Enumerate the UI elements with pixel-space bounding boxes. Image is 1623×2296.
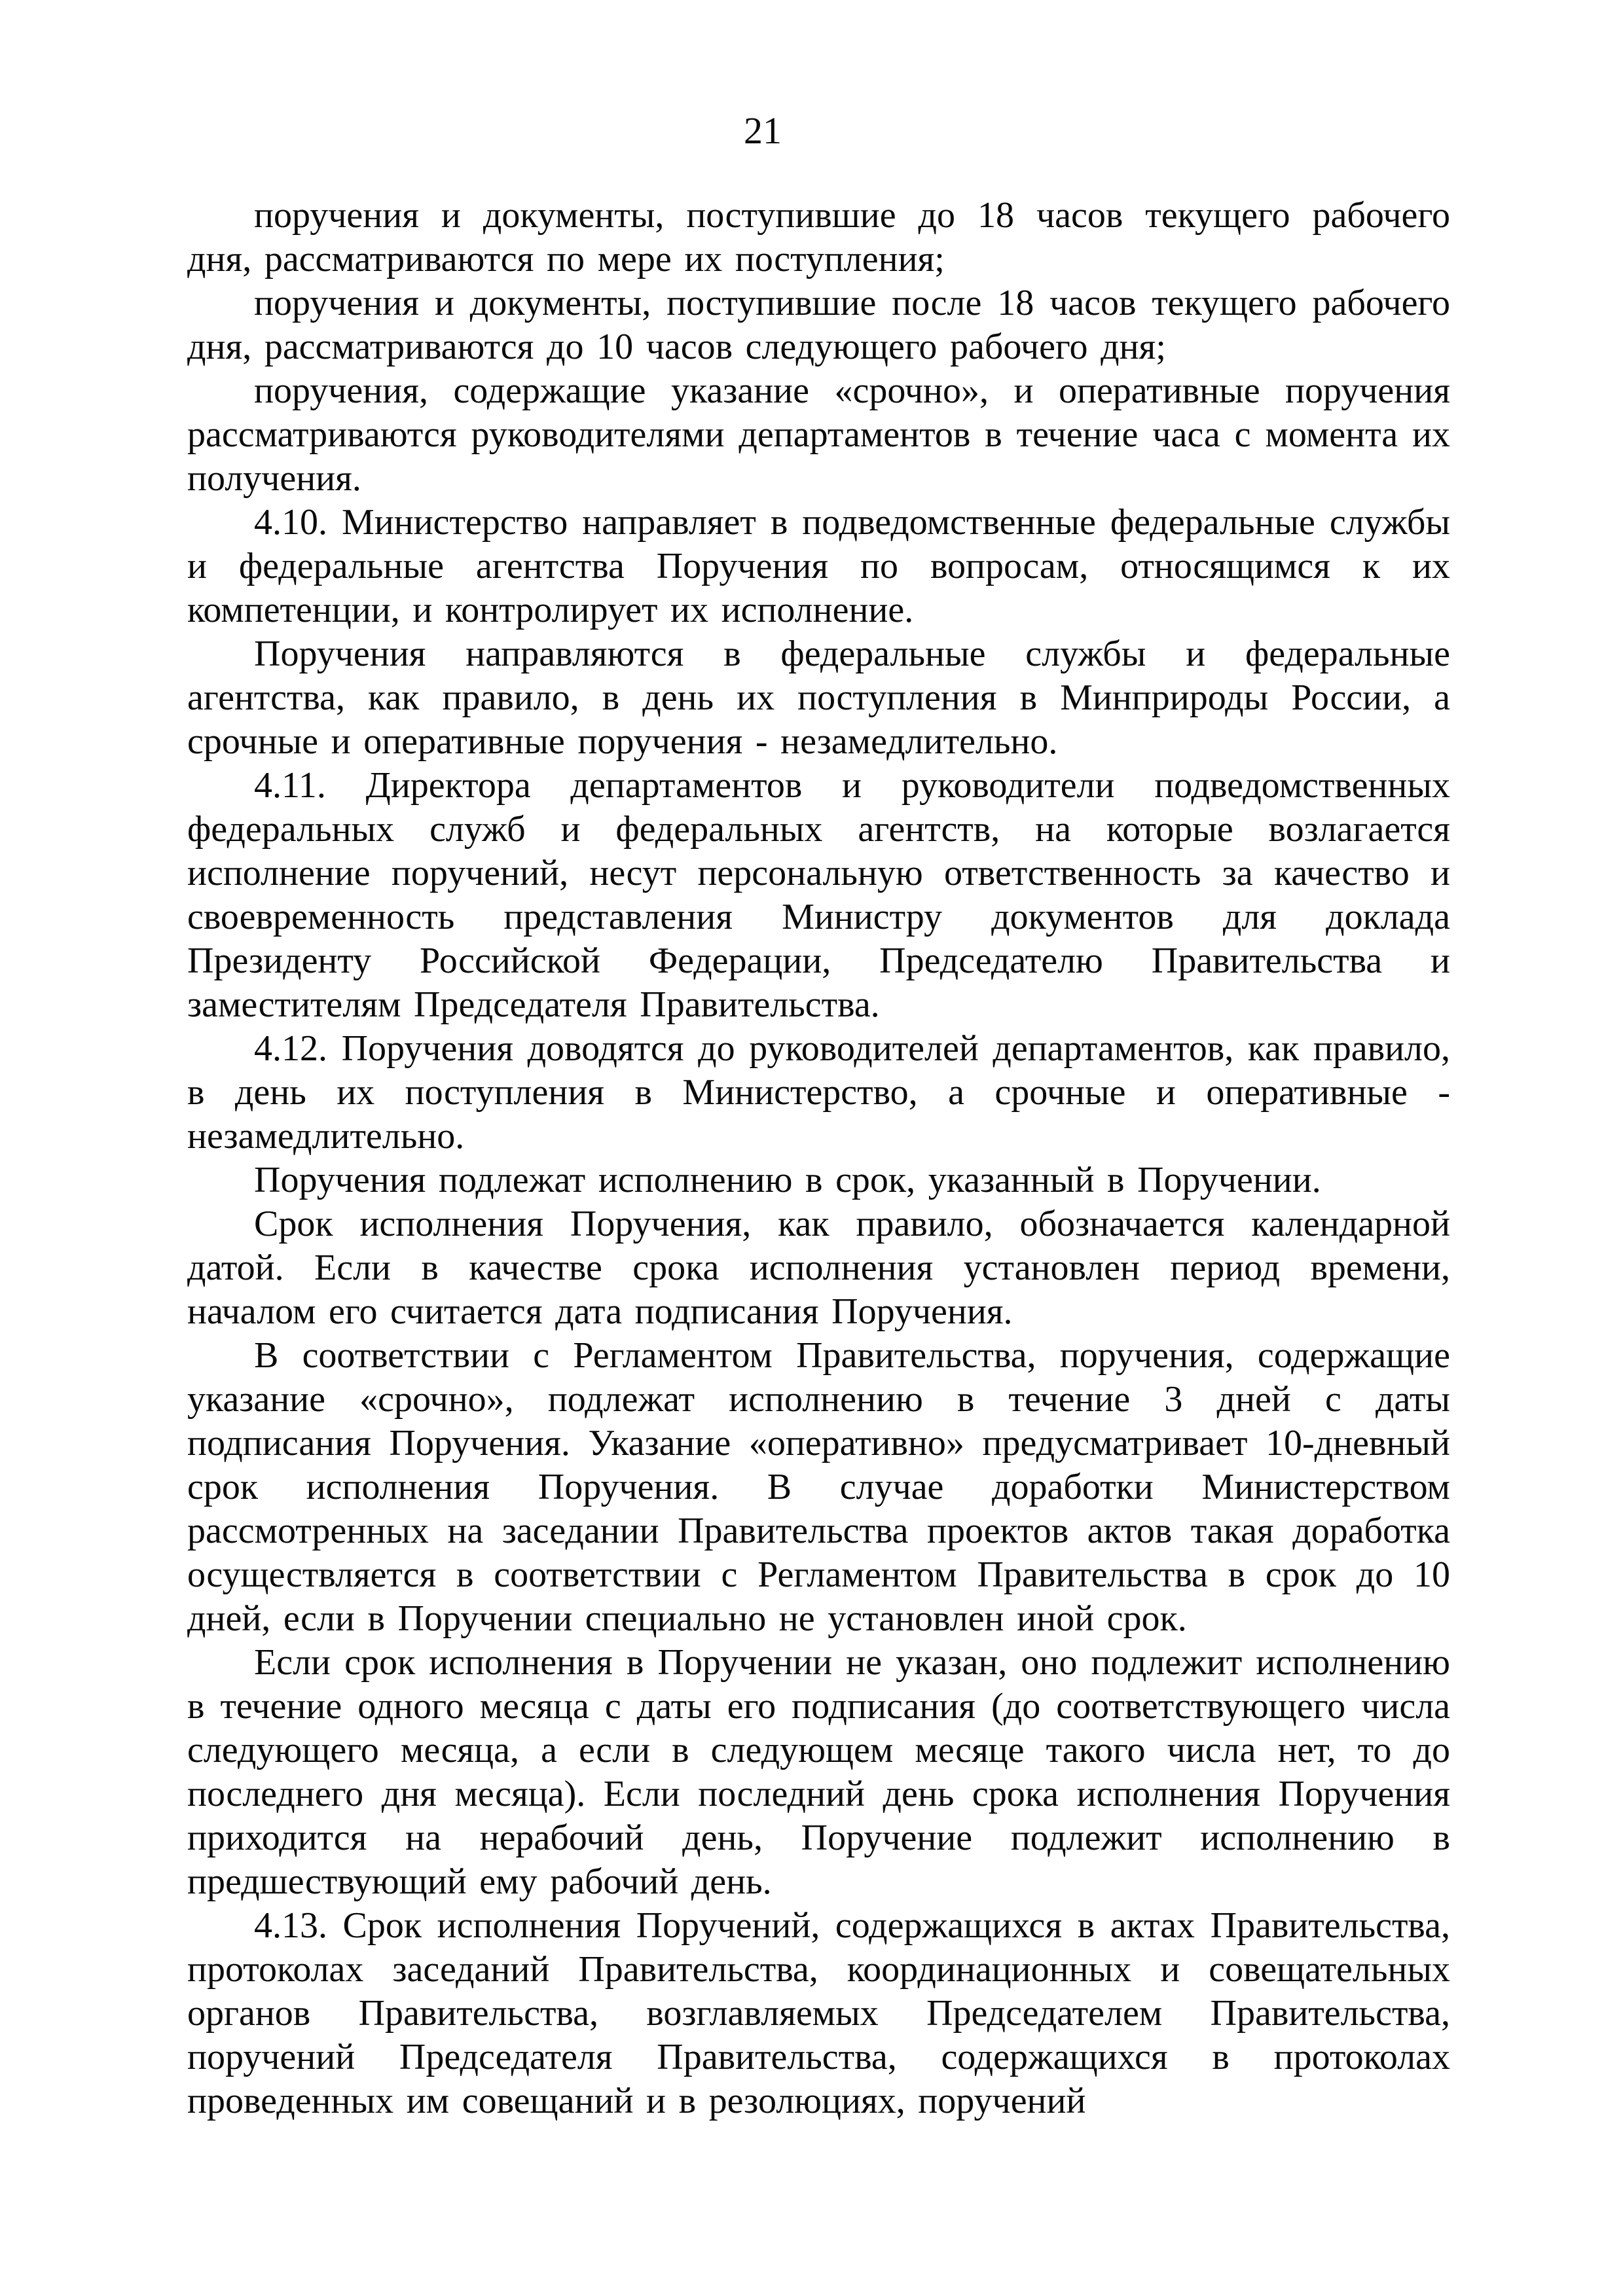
body-paragraph: поручения и документы, поступившие до 18 часов текущего рабочего дня, рассматриваются по мере их поступления; <box>187 195 1450 279</box>
body-paragraph: 4.13. Срок исполнения Поручений, содержащихся в актах Правительства, протоколах заседаний Правительства, координационных и совещательных органов Правительства, возглавляемых Председателем Правительства, поручений Председателя Правительства, содержащихся в протоколах проведенных им совещаний и в резолюциях, поручений <box>187 1905 1450 2121</box>
body-paragraph: Поручения направляются в федеральные службы и федеральные агентства, как правило, в день их поступления в Минприроды России, а срочные и оперативные поручения - незамедлительно. <box>187 634 1450 762</box>
body-paragraph: 4.10. Министерство направляет в подведомственные федеральные службы и федеральные агентства Поручения по вопросам, относящимся к их компетенции, и контролирует их исполнение. <box>187 502 1450 630</box>
body-paragraph: Если срок исполнения в Поручении не указан, оно подлежит исполнению в течение одного месяца с даты его подписания (до соответствующего числа следующего месяца, а если в следующем месяце такого числа нет, то до последнего дня месяца). Если последний день срока исполнения Поручения приходится на нерабочий день, Поручение подлежит исполнению в предшествующий ему рабочий день. <box>187 1642 1450 1902</box>
body-paragraph: поручения и документы, поступившие после 18 часов текущего рабочего дня, рассматриваются до 10 часов следующего рабочего дня; <box>187 283 1450 367</box>
page-number: 21 <box>744 109 782 152</box>
body-paragraph: Срок исполнения Поручения, как правило, обозначается календарной датой. Если в качестве срока исполнения установлен период времени, началом его считается дата подписания Поручения. <box>187 1204 1450 1332</box>
text-body <box>187 194 1450 2123</box>
body-paragraph: 4.11. Директора департаментов и руководители подведомственных федеральных служб и федеральных агентств, на которые возлагается исполнение поручений, несут персональную ответственность за качество и своевременность представления Министру документов для доклада Президенту Российской Федерации, Председателю Правительства и заместителям Председателя Правительства. <box>187 765 1450 1025</box>
body-paragraph: 4.12. Поручения доводятся до руководителей департаментов, как правило, в день их поступления в Министерство, а срочные и оперативные - незамедлительно. <box>187 1028 1450 1157</box>
body-paragraph: Поручения подлежат исполнению в срок, указанный в Поручении. <box>254 1160 1321 1200</box>
body-paragraph: В соответствии с Регламентом Правительства, поручения, содержащие указание «срочно», подлежат исполнению в течение 3 дней с даты подписания Поручения. Указание «оперативно» предусматривает 10-дневный срок исполнения Поручения. В случае доработки Министерством рассмотренных на заседании Правительства проектов актов такая доработка осуществляется в соответствии с Регламентом Правительства в срок до 10 дней, если в Поручении специально не установлен иной срок. <box>187 1335 1450 1639</box>
body-paragraph: поручения, содержащие указание «срочно», и оперативные поручения рассматриваются руководителями департаментов в течение часа с момента их получения. <box>187 370 1450 499</box>
